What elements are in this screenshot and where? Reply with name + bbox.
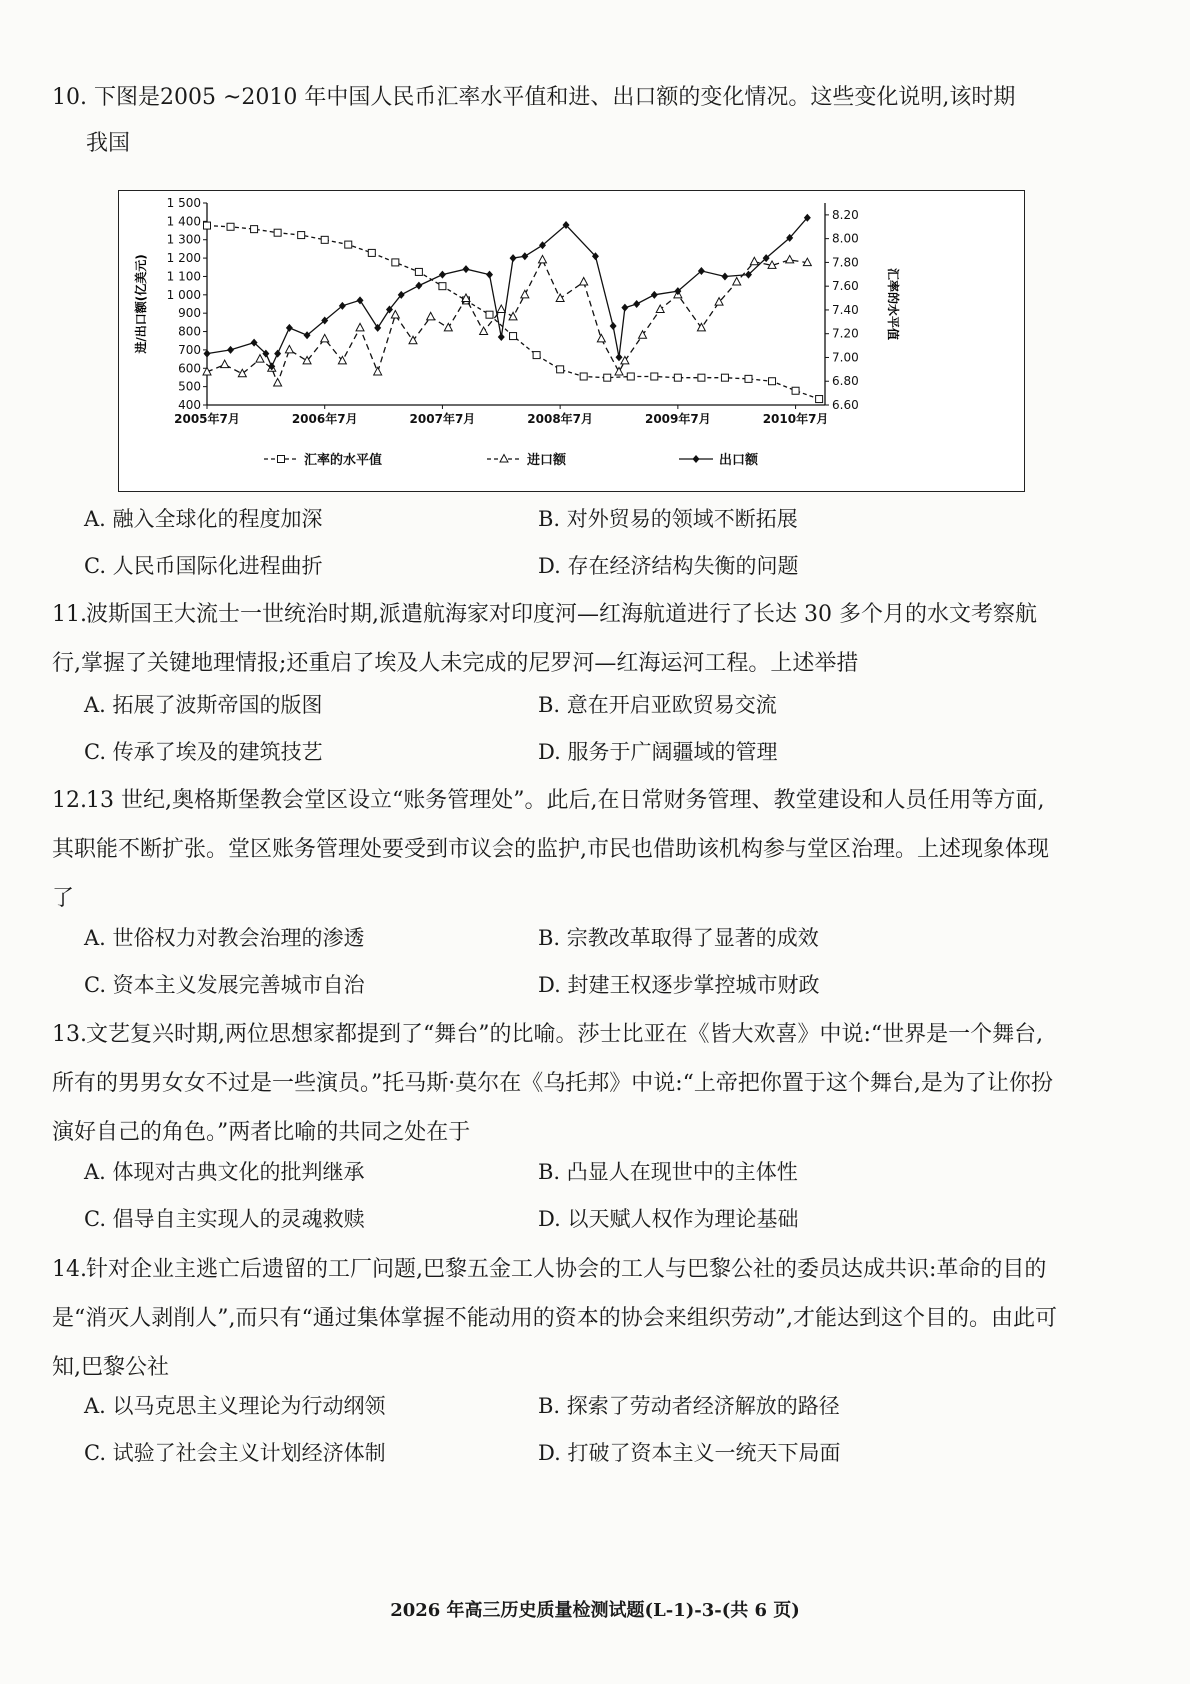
export-point	[227, 346, 234, 354]
import-line	[207, 260, 807, 383]
exchange-rate-point	[533, 352, 540, 359]
exchange-rate-point	[510, 333, 517, 340]
right-tick-label: 7.20	[832, 326, 859, 341]
export-line	[207, 218, 807, 367]
x-tick-label: 2010年7月	[762, 412, 829, 426]
q10-option-c[interactable]: C. 人民币国际化进程曲折	[84, 554, 323, 578]
export-point	[610, 322, 617, 330]
right-tick-label: 7.80	[832, 255, 859, 270]
exchange-rate-trade-chart	[118, 190, 1025, 492]
exchange-rate-point	[580, 373, 587, 380]
question-12-stem	[52, 776, 1062, 923]
exchange-rate-point	[368, 249, 375, 256]
left-tick-label: 600	[178, 361, 201, 376]
exchange-rate-point	[769, 378, 776, 385]
exchange-rate-point	[298, 232, 305, 239]
right-axis-title: 汇率的水平值	[886, 267, 900, 341]
exchange-rate-point	[345, 241, 352, 248]
question-14-number: 14.	[52, 1257, 87, 1282]
question-11-text: 波斯国王大流士一世统治时期,派遣航海家对印度河—红海航道进行了长达 30 多个月的水文考察航行,掌握了关键地理情报;还重启了埃及人未完成的尼罗河—红海运河工程。上述举措	[52, 602, 1037, 676]
import-point	[538, 255, 546, 263]
left-tick-label: 900	[178, 306, 201, 321]
exchange-rate-point	[415, 268, 422, 275]
import-point	[356, 323, 364, 331]
import-point	[656, 305, 664, 313]
exchange-rate-point	[745, 375, 752, 382]
left-tick-label: 1 500	[166, 196, 201, 210]
q13-option-d[interactable]: D. 以天赋人权作为理论基础	[538, 1207, 799, 1231]
question-12-number: 12.	[52, 788, 87, 813]
exchange-rate-point	[674, 374, 681, 381]
q10-option-b[interactable]: B. 对外贸易的领域不断拓展	[538, 507, 798, 531]
q13-option-c[interactable]: C. 倡导自主实现人的灵魂救赎	[84, 1207, 365, 1231]
legend-label: 汇率的水平值	[304, 453, 383, 468]
q12-option-a[interactable]: A. 世俗权力对教会治理的渗透	[84, 926, 365, 950]
export-point	[439, 271, 446, 279]
export-point	[510, 254, 517, 262]
left-tick-label: 1 000	[166, 287, 201, 302]
import-point	[786, 255, 794, 263]
page-footer: 2026 年高三历史质量检测试题(L-1)-3-(共 6 页)	[390, 1600, 800, 1621]
question-11-stem	[52, 590, 1062, 688]
right-tick-label: 7.00	[832, 350, 859, 365]
export-point	[621, 304, 628, 312]
x-tick-label: 2009年7月	[644, 412, 711, 426]
question-14-stem	[52, 1245, 1062, 1392]
legend-label: 出口额	[719, 453, 759, 468]
export-point	[616, 353, 623, 361]
export-point	[462, 265, 469, 273]
question-10-stem	[52, 84, 1062, 158]
legend-marker	[500, 455, 508, 463]
exchange-rate-point	[227, 223, 234, 230]
export-point	[498, 333, 505, 341]
import-point	[480, 327, 488, 335]
exchange-rate-point	[392, 259, 399, 266]
import-point	[750, 257, 758, 265]
import-point	[256, 355, 264, 363]
left-tick-label: 1 400	[166, 214, 201, 229]
legend-marker	[693, 455, 700, 463]
q12-option-b[interactable]: B. 宗教改革取得了显著的成效	[538, 926, 819, 950]
import-point	[521, 290, 529, 298]
import-point	[321, 334, 329, 342]
export-point	[633, 300, 640, 308]
question-13-number: 13.	[52, 1022, 87, 1047]
exchange-rate-point	[274, 229, 281, 236]
q11-option-d[interactable]: D. 服务于广阔疆域的管理	[538, 740, 778, 764]
x-tick-label: 2007年7月	[409, 412, 476, 426]
left-tick-label: 500	[178, 379, 201, 394]
import-point	[615, 367, 623, 375]
chart-svg	[119, 191, 1024, 491]
left-tick-label: 1 200	[166, 251, 201, 266]
q14-option-d[interactable]: D. 打破了资本主义一统天下局面	[538, 1441, 841, 1465]
import-point	[509, 312, 517, 320]
question-10-line1: 10. 下图是2005 ~2010 年中国人民币汇率水平值和进、出口额的变化情况。这些变化说明,该时期	[52, 85, 1016, 110]
export-point	[651, 291, 658, 299]
q14-option-b[interactable]: B. 探索了劳动者经济解放的路径	[538, 1394, 840, 1418]
exchange-rate-point	[721, 374, 728, 381]
q11-option-a[interactable]: A. 拓展了波斯帝国的版图	[84, 693, 323, 717]
x-tick-label: 2008年7月	[527, 412, 594, 426]
exchange-rate-point	[204, 222, 211, 229]
import-point	[556, 294, 564, 302]
right-tick-label: 6.80	[832, 374, 859, 389]
left-tick-label: 1 300	[166, 232, 201, 247]
import-point	[274, 378, 282, 386]
q10-option-d[interactable]: D. 存在经济结构失衡的问题	[538, 554, 799, 578]
exchange-rate-point	[698, 374, 705, 381]
left-tick-label: 1 100	[166, 269, 201, 284]
x-tick-label: 2006年7月	[291, 412, 358, 426]
left-tick-label: 800	[178, 324, 201, 339]
import-point	[497, 305, 505, 313]
export-point	[204, 350, 211, 358]
question-13-stem	[52, 1010, 1062, 1157]
exchange-rate-point	[816, 396, 823, 403]
exchange-rate-point	[627, 373, 634, 380]
export-point	[415, 282, 422, 290]
q12-option-c[interactable]: C. 资本主义发展完善城市自治	[84, 973, 365, 997]
exchange-rate-point	[651, 373, 658, 380]
export-point	[286, 324, 293, 332]
export-point	[274, 350, 281, 358]
import-point	[238, 369, 246, 377]
q11-option-c[interactable]: C. 传承了埃及的建筑技艺	[84, 740, 323, 764]
import-point	[733, 277, 741, 285]
legend-marker	[278, 456, 285, 463]
import-point	[427, 312, 435, 320]
right-tick-label: 6.60	[832, 398, 859, 412]
left-axis-title: 进/出口额(亿美元)	[134, 254, 148, 354]
right-tick-label: 8.00	[832, 231, 859, 246]
right-tick-label: 7.60	[832, 279, 859, 294]
exchange-rate-point	[604, 374, 611, 381]
q14-option-c[interactable]: C. 试验了社会主义计划经济体制	[84, 1441, 386, 1465]
import-point	[580, 277, 588, 285]
export-point	[486, 271, 493, 279]
import-point	[597, 334, 605, 342]
exchange-rate-point	[251, 226, 258, 233]
q12-option-d[interactable]: D. 封建王权逐步掌控城市财政	[538, 973, 820, 997]
import-point	[221, 360, 229, 368]
question-13-text: 文艺复兴时期,两位思想家都提到了“舞台”的比喻。莎士比亚在《皆大欢喜》中说:“世界是一个舞台,所有的男男女女不过是一些演员。”托马斯·莫尔在《乌托邦》中说:“上帝把你置于这个舞台,是为了让你扮演好自己的角色。”两者比喻的共同之处在于	[52, 1022, 1053, 1145]
exchange-rate-point	[439, 283, 446, 290]
q14-option-a[interactable]: A. 以马克思主义理论为行动纲领	[84, 1394, 386, 1418]
right-tick-label: 7.40	[832, 302, 859, 317]
legend-label: 进口额	[527, 453, 567, 468]
exchange-rate-point	[792, 387, 799, 394]
question-11-number: 11.	[52, 602, 87, 627]
import-point	[285, 345, 293, 353]
question-10-line2: 我国	[86, 131, 131, 156]
q13-option-b[interactable]: B. 凸显人在现世中的主体性	[538, 1160, 798, 1184]
q10-option-a[interactable]: A. 融入全球化的程度加深	[84, 507, 323, 531]
question-14-text: 针对企业主逃亡后遗留的工厂问题,巴黎五金工人协会的工人与巴黎公社的委员达成共识:革命的目的是“消灭人剥削人”,而只有“通过集体掌握不能动用的资本的协会来组织劳动”,才能达到这个目的。由此可知,巴黎公社	[52, 1257, 1057, 1380]
right-tick-label: 8.20	[832, 207, 859, 222]
q13-option-a[interactable]: A. 体现对古典文化的批判继承	[84, 1160, 365, 1184]
exchange-rate-point	[557, 366, 564, 373]
question-12-text: 13 世纪,奥格斯堡教会堂区设立“账务管理处”。此后,在日常财务管理、教堂建设和人员任用等方面,其职能不断扩张。堂区账务管理处要受到市议会的监护,市民也借助该机构参与堂区治理。上述现象体现了	[52, 788, 1049, 911]
import-point	[444, 323, 452, 331]
left-tick-label: 400	[178, 398, 201, 412]
exchange-rate-point	[486, 311, 493, 318]
x-tick-label: 2005年7月	[174, 412, 240, 426]
import-point	[374, 367, 382, 375]
export-point	[521, 252, 528, 260]
import-point	[391, 311, 399, 319]
export-point	[721, 272, 728, 280]
q11-option-b[interactable]: B. 意在开启亚欧贸易交流	[538, 693, 777, 717]
left-tick-label: 700	[178, 342, 201, 357]
exchange-rate-point	[321, 236, 328, 243]
